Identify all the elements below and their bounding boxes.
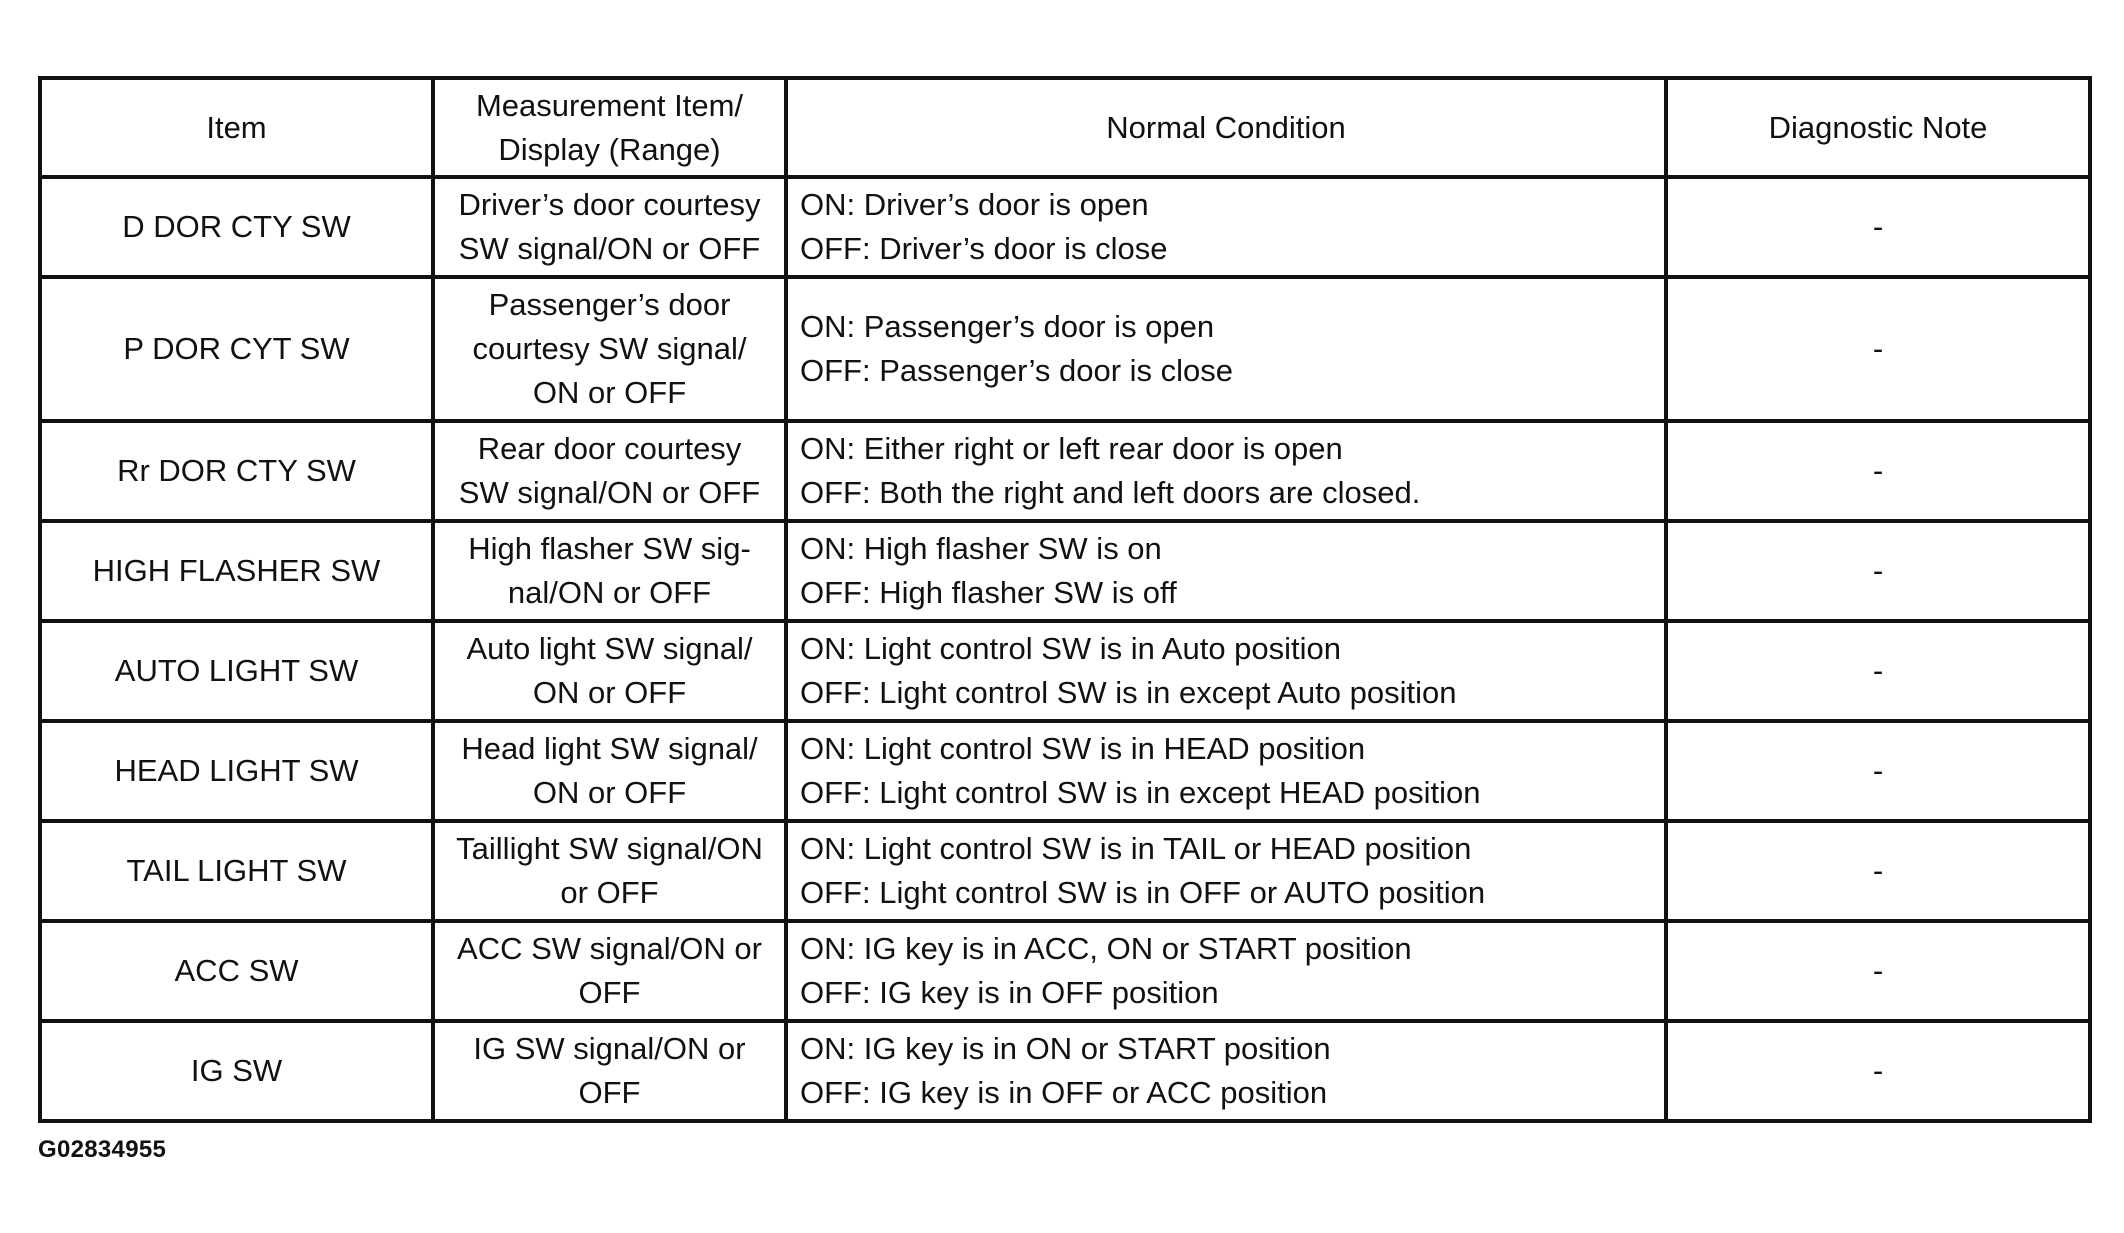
cell-condition-line: OFF: IG key is in OFF or ACC position [800, 1075, 1328, 1110]
cell-measurement [433, 821, 786, 921]
table-row [40, 921, 2090, 1021]
cell-measurement-line: nal/ON or OFF [507, 575, 712, 610]
cell-condition-line: OFF: IG key is in OFF position [800, 975, 1219, 1010]
cell-measurement-line: OFF [578, 975, 641, 1010]
cell-measurement [433, 277, 786, 421]
cell-normal-condition [786, 721, 1666, 821]
cell-condition-line: OFF: Passenger’s door is close [800, 353, 1234, 388]
header-measurement-line: Measurement Item/ [475, 87, 744, 123]
header-measurement-line: Display (Range) [498, 131, 721, 167]
cell-diagnostic-note: - [1666, 721, 2090, 821]
header-normal-condition: Normal Condition [786, 78, 1666, 177]
cell-normal-condition [786, 821, 1666, 921]
cell-measurement-line: SW signal/ON or OFF [458, 475, 761, 510]
cell-item: HEAD LIGHT SW [40, 721, 433, 821]
cell-normal-condition [786, 421, 1666, 521]
cell-measurement [433, 177, 786, 277]
cell-item: IG SW [40, 1021, 433, 1121]
cell-measurement-line: Auto light SW signal/ [466, 631, 753, 666]
cell-measurement-line: Driver’s door courtesy [458, 187, 761, 222]
cell-item: HIGH FLASHER SW [40, 521, 433, 621]
cell-normal-condition [786, 1021, 1666, 1121]
cell-measurement [433, 921, 786, 1021]
cell-condition-line: OFF: Both the right and left doors are closed. [800, 475, 1421, 510]
cell-measurement-line: courtesy SW signal/ [472, 331, 747, 366]
cell-condition-line: ON: Driver’s door is open [800, 187, 1149, 222]
cell-item: Rr DOR CTY SW [40, 421, 433, 521]
cell-diagnostic-note: - [1666, 821, 2090, 921]
cell-measurement-line: SW signal/ON or OFF [458, 231, 761, 266]
figure-id: G02834955 [38, 1136, 167, 1163]
cell-diagnostic-note: - [1666, 277, 2090, 421]
cell-item: P DOR CYT SW [40, 277, 433, 421]
cell-measurement [433, 621, 786, 721]
cell-diagnostic-note: - [1666, 521, 2090, 621]
cell-condition-line: ON: IG key is in ACC, ON or START position [800, 931, 1412, 966]
cell-normal-condition [786, 621, 1666, 721]
cell-measurement-line: OFF [578, 1075, 641, 1110]
cell-measurement-line: or OFF [560, 875, 659, 910]
table-row [40, 721, 2090, 821]
cell-measurement-line: Head light SW signal/ [461, 731, 758, 766]
table-body [40, 177, 2090, 1121]
cell-measurement-line: Taillight SW signal/ON [456, 831, 763, 866]
header-item: Item [40, 78, 433, 177]
table-header-row [40, 78, 2090, 177]
cell-condition-line: ON: Light control SW is in Auto position [800, 631, 1342, 666]
cell-normal-condition [786, 277, 1666, 421]
cell-condition-line: ON: IG key is in ON or START position [800, 1031, 1331, 1066]
cell-condition-line: ON: Either right or left rear door is open [800, 431, 1343, 466]
table-row [40, 277, 2090, 421]
cell-condition-line: ON: High flasher SW is on [800, 531, 1162, 566]
cell-diagnostic-note: - [1666, 1021, 2090, 1121]
cell-measurement-line: ON or OFF [532, 775, 687, 810]
cell-normal-condition [786, 921, 1666, 1021]
cell-diagnostic-note: - [1666, 621, 2090, 721]
cell-condition-line: OFF: Light control SW is in except Auto position [800, 675, 1457, 710]
cell-condition-line: OFF: Light control SW is in OFF or AUTO position [800, 875, 1486, 910]
cell-measurement [433, 521, 786, 621]
table-row [40, 821, 2090, 921]
table-row [40, 621, 2090, 721]
table-row [40, 521, 2090, 621]
cell-item: AUTO LIGHT SW [40, 621, 433, 721]
cell-item: TAIL LIGHT SW [40, 821, 433, 921]
cell-normal-condition [786, 521, 1666, 621]
cell-measurement-line: ACC SW signal/ON or [457, 931, 762, 966]
header-measurement [433, 78, 786, 177]
cell-measurement-line: Passenger’s door [488, 287, 731, 322]
cell-diagnostic-note: - [1666, 177, 2090, 277]
cell-measurement [433, 421, 786, 521]
cell-condition-line: OFF: Light control SW is in except HEAD position [800, 775, 1481, 810]
cell-measurement [433, 1021, 786, 1121]
cell-condition-line: OFF: Driver’s door is close [800, 231, 1168, 266]
cell-diagnostic-note: - [1666, 421, 2090, 521]
data-list-table [38, 76, 2092, 1123]
table-row [40, 177, 2090, 277]
cell-measurement-line: ON or OFF [532, 375, 687, 410]
cell-condition-line: ON: Light control SW is in TAIL or HEAD position [800, 831, 1472, 866]
cell-measurement-line: Rear door courtesy [477, 431, 742, 466]
table-row [40, 1021, 2090, 1121]
cell-measurement-line: IG SW signal/ON or [473, 1031, 746, 1066]
cell-item: D DOR CTY SW [40, 177, 433, 277]
cell-measurement [433, 721, 786, 821]
cell-item: ACC SW [40, 921, 433, 1021]
table-row [40, 421, 2090, 521]
cell-measurement-line: High flasher SW sig- [468, 531, 751, 566]
cell-condition-line: OFF: High flasher SW is off [800, 575, 1177, 610]
cell-diagnostic-note: - [1666, 921, 2090, 1021]
cell-condition-line: ON: Passenger’s door is open [800, 309, 1215, 344]
header-diagnostic-note: Diagnostic Note [1666, 78, 2090, 177]
cell-measurement-line: ON or OFF [532, 675, 687, 710]
cell-condition-line: ON: Light control SW is in HEAD position [800, 731, 1366, 766]
cell-normal-condition [786, 177, 1666, 277]
